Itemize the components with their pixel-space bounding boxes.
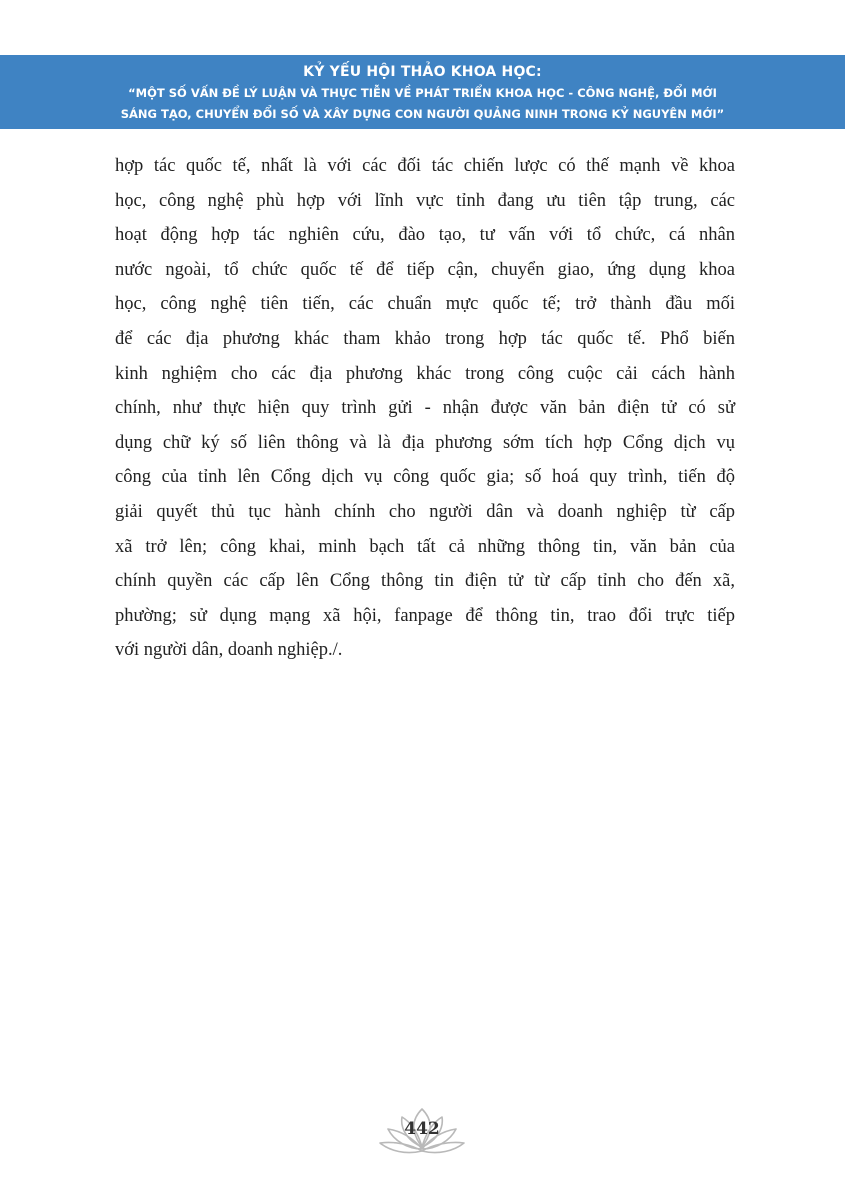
page-footer [372, 1105, 472, 1161]
text-line: xã trở lên; công khai, minh bạch tất cả những thông tin, văn bản của [115, 536, 735, 557]
header-banner [0, 55, 845, 129]
page-number: 442 [404, 1119, 440, 1139]
text-line: dụng chữ ký số liên thông và là địa phương sớm tích hợp Cổng dịch vụ [115, 432, 735, 453]
body-paragraph [115, 149, 735, 668]
header-title: KỶ YẾU HỘI THẢO KHOA HỌC: [303, 64, 542, 80]
text-line: để các địa phương khác tham khảo trong hợp tác quốc tế. Phổ biến [115, 328, 735, 349]
text-line: hoạt động hợp tác nghiên cứu, đào tạo, tư vấn với tổ chức, cá nhân [115, 225, 735, 246]
text-line: kinh nghiệm cho các địa phương khác trong công cuộc cải cách hành [115, 363, 735, 384]
text-line: nước ngoài, tổ chức quốc tế để tiếp cận, chuyển giao, ứng dụng khoa [115, 259, 735, 280]
text-line: học, công nghệ phù hợp với lĩnh vực tỉnh đang ưu tiên tập trung, các [115, 190, 735, 211]
text-line: chính quyền các cấp lên Cổng thông tin điện tử từ cấp tỉnh cho đến xã, [115, 571, 735, 592]
text-line: giải quyết thủ tục hành chính cho người dân và doanh nghiệp từ cấp [115, 501, 735, 522]
header-subtitle-line2: SÁNG TẠO, CHUYỂN ĐỔI SỐ VÀ XÂY DỰNG CON NGƯỜI QUẢNG NINH TRONG KỶ NGUYÊN MỚI” [120, 107, 725, 121]
header-subtitle-line1: “MỘT SỐ VẤN ĐỀ LÝ LUẬN VÀ THỰC TIỄN VỀ PHÁT TRIỂN KHOA HỌC - CÔNG NGHỆ, ĐỔI MỚI [128, 86, 717, 100]
text-line: học, công nghệ tiên tiến, các chuẩn mực quốc tế; trở thành đầu mối [115, 294, 735, 315]
text-line: công của tỉnh lên Cổng dịch vụ công quốc gia; số hoá quy trình, tiến độ [115, 467, 735, 488]
text-line: với người dân, doanh nghiệp./. [115, 640, 343, 661]
text-line: chính, như thực hiện quy trình gửi - nhận được văn bản điện tử có sử [115, 398, 735, 419]
text-line: hợp tác quốc tế, nhất là với các đối tác chiến lược có thế mạnh về khoa [115, 156, 735, 176]
text-line: phường; sử dụng mạng xã hội, fanpage để thông tin, trao đổi trực tiếp [115, 605, 735, 626]
